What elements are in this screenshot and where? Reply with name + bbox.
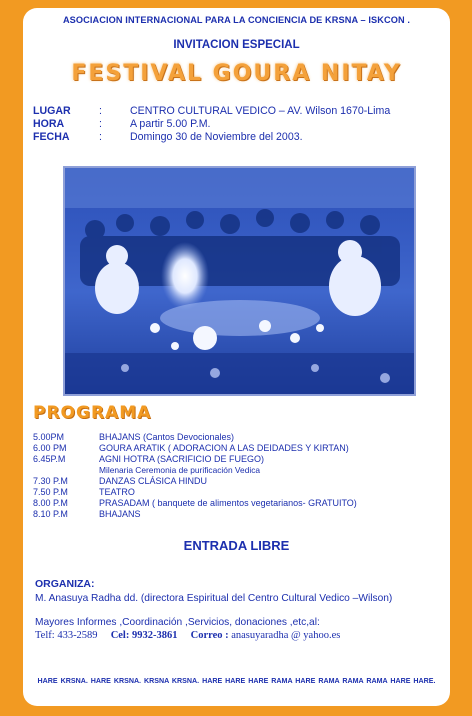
ceremony-photo: [63, 166, 416, 396]
program-time: 7.50 P.M: [33, 487, 68, 497]
program-time: 6.45P.M: [33, 454, 66, 464]
contact-line: [35, 630, 445, 641]
detail-separator: :: [99, 105, 102, 117]
program-time: 8.00 P.M: [33, 498, 68, 508]
program-activity: Milenaria Ceremonia de purificación Vedica: [99, 465, 261, 475]
organization-header: ASOCIACION INTERNACIONAL PARA LA CONCIENCIA DE KRSNA – ISKCON .: [62, 15, 411, 25]
event-details: [33, 105, 433, 155]
contact-info: Mayores Informes ,Coordinación ,Servicios, donaciones ,etc,al:: [35, 617, 320, 628]
program-activity: DANZAS CLÁSICA HINDU: [99, 476, 208, 486]
program-activity: PRASADAM ( banquete de alimentos vegetarianos- GRATUITO): [99, 498, 357, 508]
invitation-title: INVITACION ESPECIAL: [173, 39, 300, 51]
program-activity: BHAJANS (Cantos Devocionales): [99, 432, 235, 442]
email-address[interactable]: anasuyaradha @ yahoo.es: [231, 630, 341, 641]
invitation-card: [23, 8, 450, 706]
phone-number: 433-2589: [57, 630, 98, 641]
program-activity: GOURA ARATIK ( ADORACION A LAS DEIDADES Y KIRTAN): [99, 443, 349, 453]
detail-row-hora: [33, 118, 433, 132]
program-activity: TEATRO: [99, 487, 135, 497]
detail-label: LUGAR: [33, 105, 71, 117]
program-activity: BHAJANS: [99, 509, 141, 519]
detail-row-fecha: [33, 131, 433, 145]
program-time: 5.00PM: [33, 432, 65, 442]
program-activity: AGNI HOTRA (SACRIFICIO DE FUEGO): [99, 454, 265, 464]
program-schedule: [23, 432, 450, 527]
detail-separator: :: [99, 118, 102, 130]
program-title: PROGRAMA: [33, 403, 152, 423]
detail-value: Domingo 30 de Noviembre del 2003.: [130, 131, 303, 143]
detail-row-lugar: [33, 105, 433, 119]
phone-label: Telf:: [35, 630, 55, 641]
organiza-title: ORGANIZA:: [35, 578, 95, 590]
festival-title: FESTIVAL GOURA NITAY: [71, 61, 402, 86]
program-time: 8.10 P.M: [33, 509, 68, 519]
cel-number: 9932-3861: [131, 630, 178, 641]
cel-label: Cel:: [110, 630, 130, 641]
detail-value: A partir 5.00 P.M.: [130, 118, 211, 130]
free-entry: ENTRADA LIBRE: [183, 538, 290, 553]
program-time: 7.30 P.M: [33, 476, 68, 486]
mantra-footer: HARE KRSNA. HARE KRSNA. KRSNA KRSNA. HARE HARE HARE RAMA HARE RAMA RAMA RAMA HARE HARE.: [37, 677, 436, 685]
detail-label: FECHA: [33, 131, 70, 143]
organizer-name: M. Anasuya Radha dd. (directora Espiritual del Centro Cultural Vedico –Wilson): [35, 593, 393, 604]
detail-label: HORA: [33, 118, 65, 130]
detail-separator: :: [99, 131, 102, 143]
program-time: 6.00 PM: [33, 443, 67, 453]
detail-value: CENTRO CULTURAL VEDICO – AV. Wilson 1670-Lima: [130, 105, 391, 117]
email-label: Correo :: [190, 630, 229, 641]
